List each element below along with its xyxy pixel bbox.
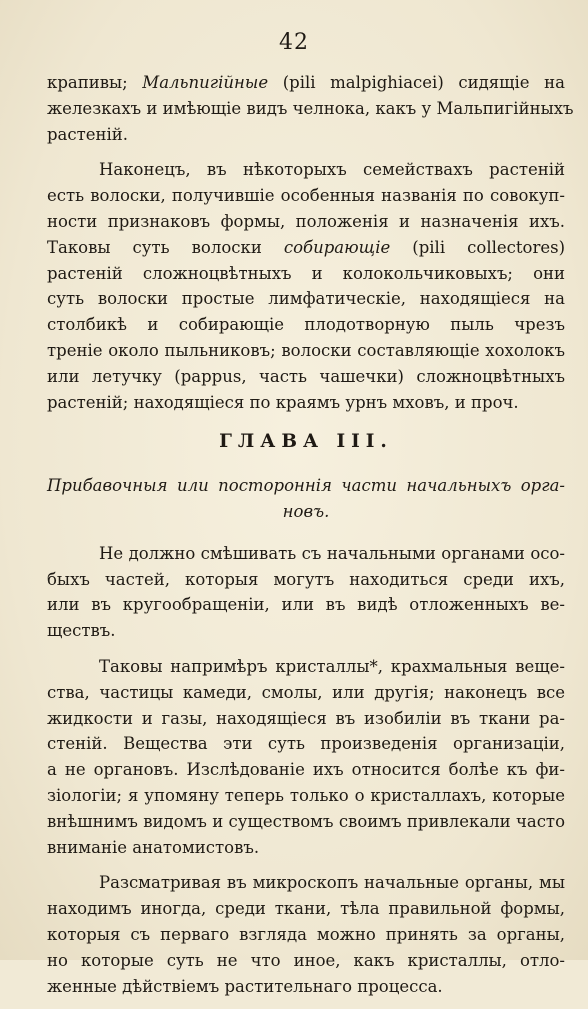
text-line: растеній сложноцвѣтныхъ и колокольчиковыхъ; они	[47, 263, 565, 283]
text-line: новъ.	[282, 501, 330, 521]
text-line: вниманіе анатомистовъ.	[47, 837, 260, 857]
paragraph-3	[47, 541, 565, 644]
text-line: треніе около пыльниковъ; волоски составляющіе хохолокъ	[47, 340, 565, 360]
text-line: Прибавочныя или постороннія части начальныхъ орга-	[47, 476, 565, 496]
text-line: растеній; находящіеся по краямъ урнъ мховъ, и проч.	[47, 392, 519, 412]
paragraph-5	[47, 870, 565, 999]
text-line: железкахъ и имѣющіе видъ челнока, какъ у Мальпигійныхъ	[47, 98, 574, 118]
text-line	[47, 70, 565, 96]
text-line: а не органовъ. Изслѣдованіе ихъ относится болѣе къ фи-	[47, 760, 565, 780]
text-line: или летучку (pappus, часть чашечки) сложноцвѣтныхъ	[47, 366, 565, 386]
text-line: растеній.	[47, 124, 129, 144]
text-line: Наконецъ, въ нѣкоторыхъ семействахъ растеній	[99, 160, 565, 180]
text-line: ства, частицы камеди, смолы, или другія; наконецъ все	[47, 682, 565, 702]
text-line: есть волоски, получившіе особенныя названія по совокуп-	[47, 186, 565, 206]
text-line: женные дѣйствіемъ растительнаго процесса.	[47, 976, 443, 996]
text-line: суть волоски простые лимфатическіе, находящіеся на	[47, 289, 565, 309]
text-line: быхъ частей, которыя могутъ находиться среди ихъ,	[47, 569, 565, 589]
page-number: 42	[279, 30, 309, 55]
chapter-subtitle	[47, 473, 565, 525]
text-line: но которые суть не что иное, какъ кристаллы, отло-	[47, 950, 565, 970]
paragraph-1	[47, 70, 574, 147]
text-fragment: (pili malpighiacei) сидящіе на	[282, 73, 565, 92]
text-fragment: (pili collectores)	[412, 237, 566, 257]
text-line: находимъ иногда, среди ткани, тѣла правильной формы,	[47, 899, 565, 919]
text-line: Разсматривая въ микроскопъ начальные органы, мы	[99, 873, 565, 893]
italic-term: Мальпигійные	[142, 73, 269, 92]
italic-term: собирающіе	[283, 237, 391, 257]
text-line: зіологіи; я упомяну теперь только о кристаллахъ, которые	[47, 785, 565, 805]
text-line: которыя съ перваго взгляда можно принять за органы,	[47, 924, 565, 944]
text-line: внѣшнимъ видомъ и существомъ своимъ привлекали часто	[47, 811, 565, 831]
text-line: жидкости и газы, находящіеся въ изобиліи въ ткани ра-	[47, 708, 565, 728]
text-line: ществъ.	[47, 621, 116, 641]
text-line: стеній. Вещества эти суть произведенія организаціи,	[47, 734, 565, 754]
text-line: Не должно смѣшивать съ начальными органами осо-	[99, 543, 565, 563]
chapter-heading: ГЛАВА III.	[219, 431, 393, 453]
paragraph-4	[47, 654, 565, 860]
text-line: или въ кругообращеніи, или въ видѣ отложенныхъ ве-	[47, 595, 565, 615]
text-fragment: крапивы;	[47, 73, 128, 92]
text-line	[47, 235, 565, 261]
text-line: Таковы напримѣръ кристаллы*, крахмальныя веще-	[99, 656, 565, 676]
text-line: ности признаковъ формы, положенія и назначенія ихъ.	[47, 211, 565, 231]
page-body	[47, 70, 574, 1009]
text-line: столбикѣ и собирающіе плодотворную пыль чрезъ	[47, 315, 565, 335]
text-fragment: Таковы суть волоски	[47, 237, 262, 257]
paragraph-2	[47, 157, 565, 415]
